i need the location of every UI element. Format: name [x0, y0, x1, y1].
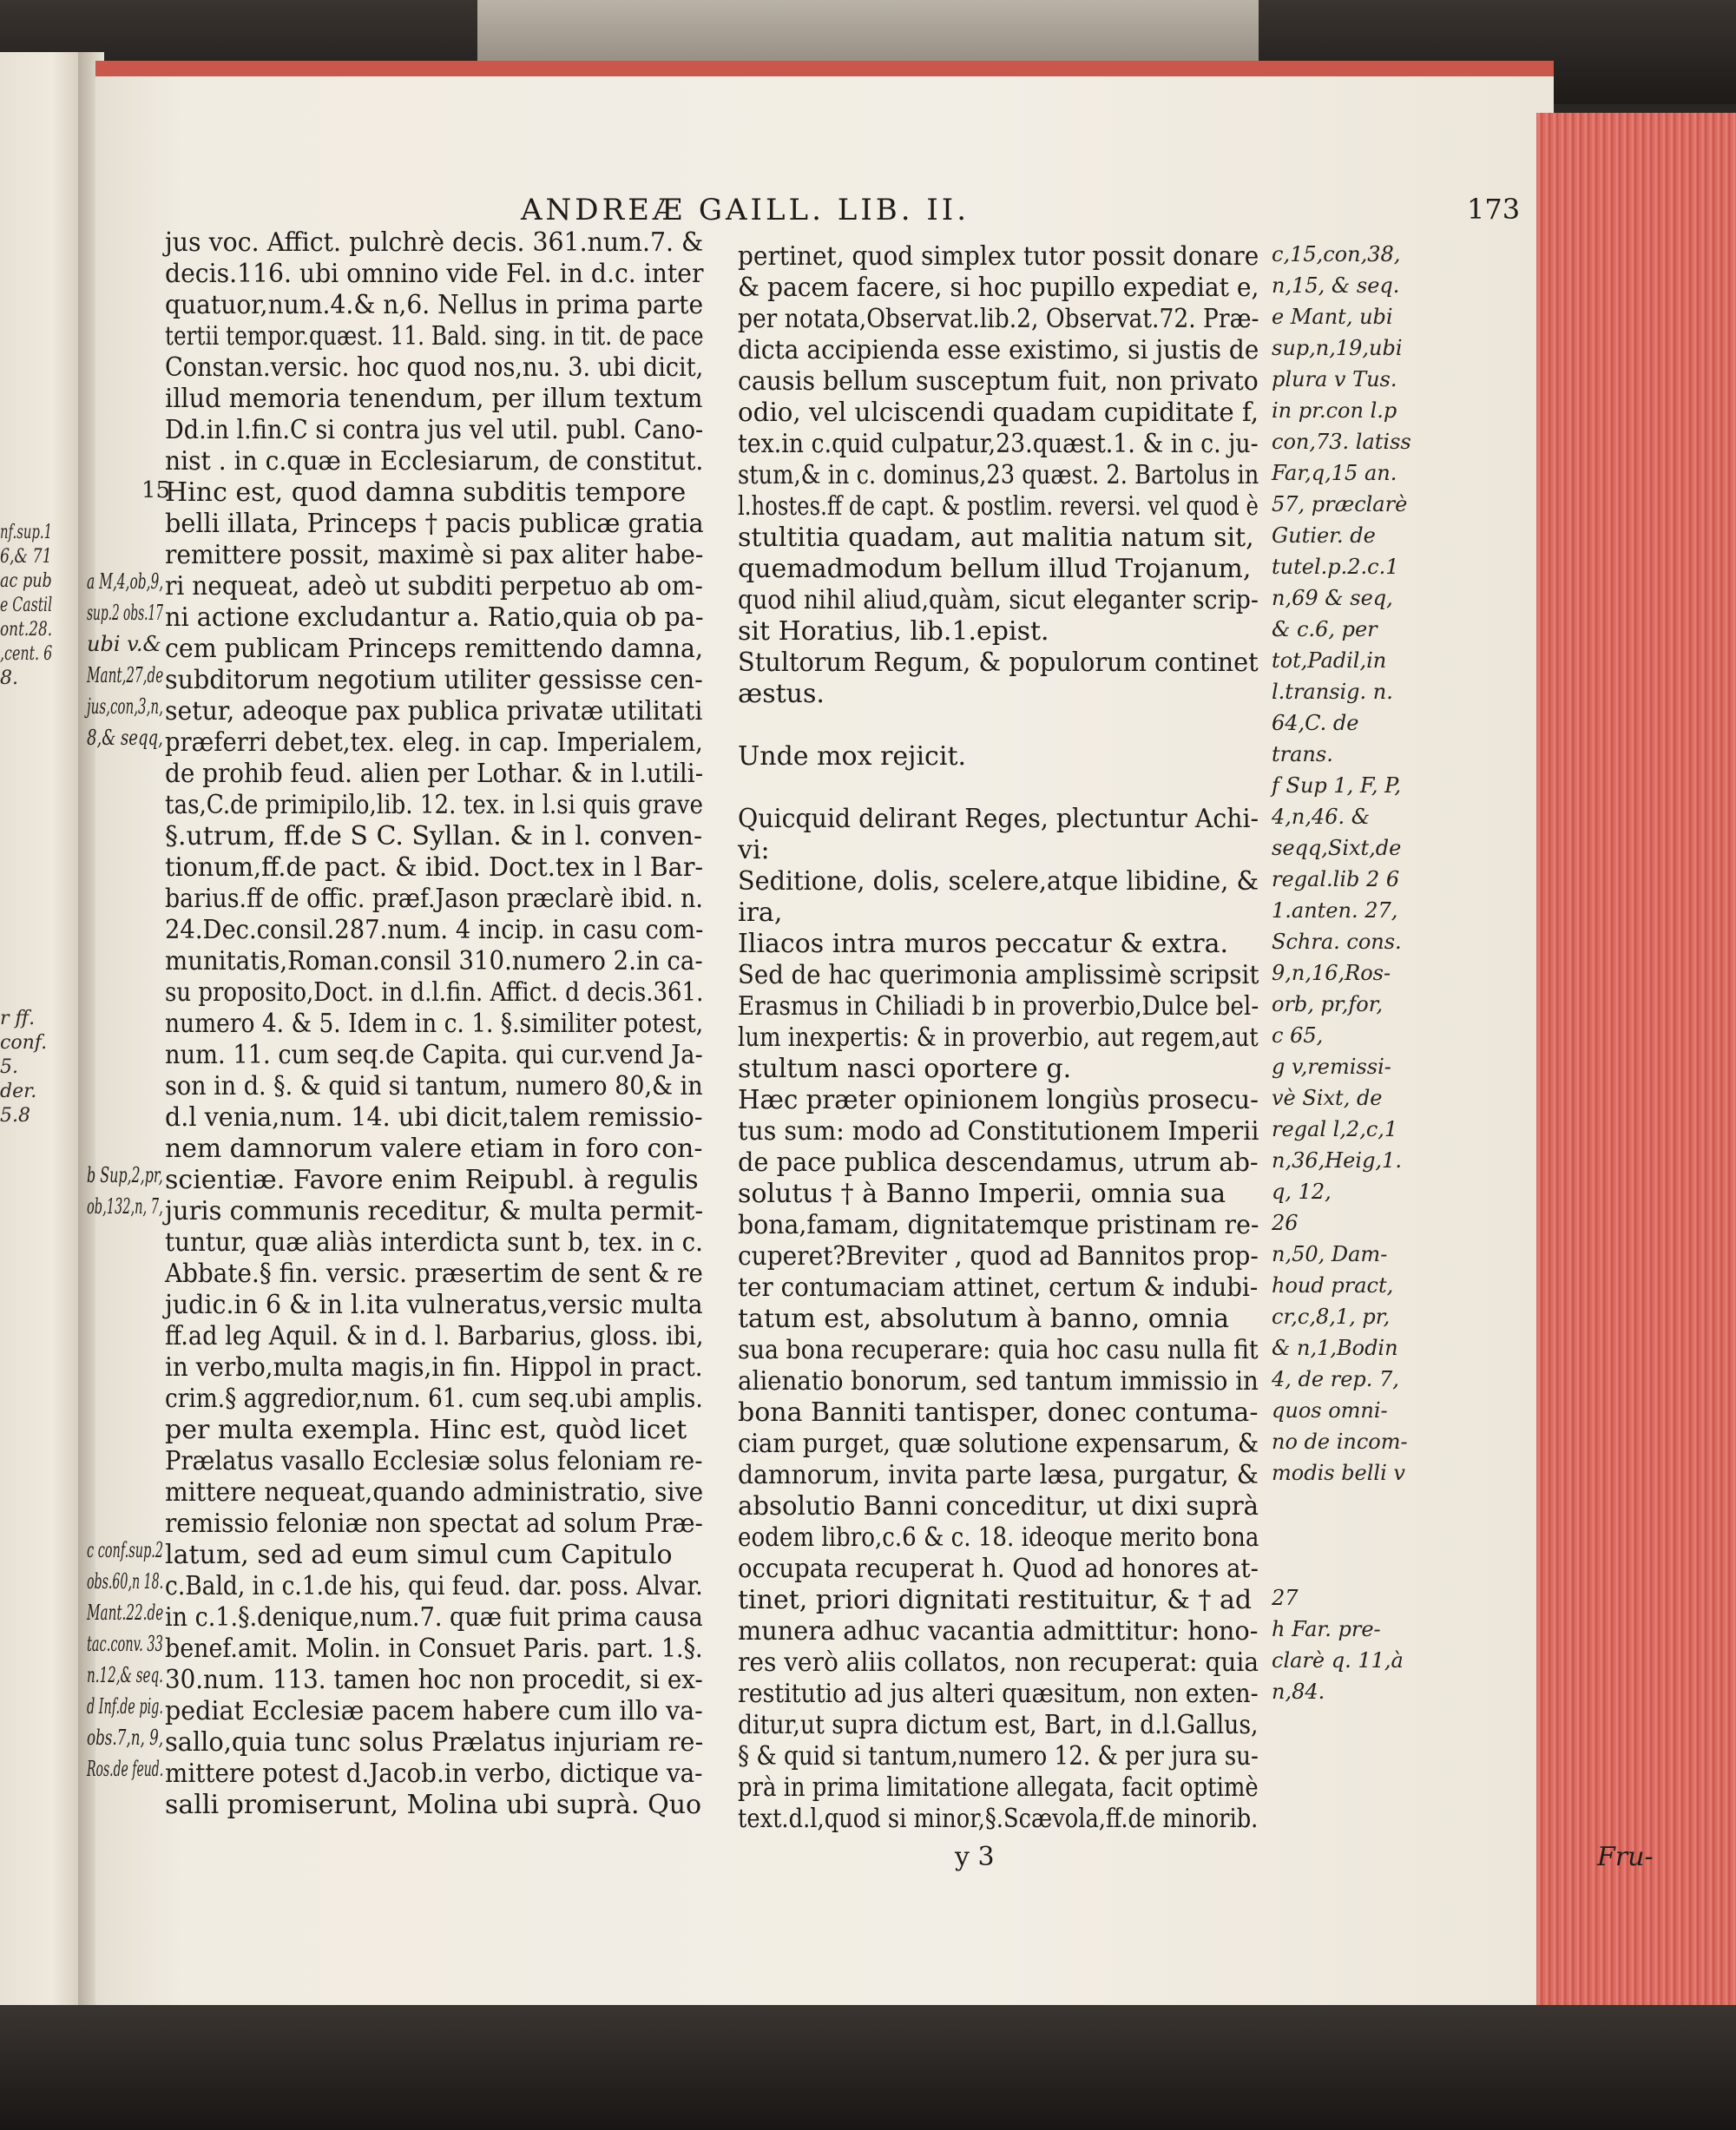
text-line: per multa exempla. Hinc est, quòd licet	[165, 1415, 687, 1445]
margin-note: n.12,& seq.	[87, 1663, 163, 1687]
margin-note: Gutier. de	[1272, 523, 1376, 548]
text-line: per notata,Observat.lib.2, Observat.72. Præ-	[738, 304, 1259, 334]
margin-note: jus,con,3,n,	[87, 694, 163, 719]
text-line: Unde mox rejicit.	[738, 741, 967, 772]
text-line: Hæc præter opinionem longiùs prosecu-	[738, 1085, 1259, 1115]
margin-note: ubi v.&	[87, 632, 161, 656]
text-line: 30.num. 113. tamen hoc non procedit, si ex-	[165, 1665, 703, 1695]
margin-note: Far,q,15 an.	[1272, 461, 1397, 485]
text-line: illud memoria tenendum, per illum textum	[165, 384, 703, 414]
text-line: stum,& in c. dominus,23 quæst. 2. Bartolus in	[738, 460, 1259, 490]
text-line: tinet, priori dignitati restituitur, & † ad	[738, 1585, 1253, 1615]
margin-note: 4,n,46. &	[1272, 805, 1371, 829]
margin-note: sup.2 obs.17	[87, 601, 163, 625]
text-line: pediat Ecclesiæ pacem habere cum illo va-	[165, 1696, 703, 1726]
text-line: occupata recuperat h. Quod ad honores at-	[738, 1554, 1259, 1584]
text-line: nem damnorum valere etiam in foro con-	[165, 1134, 703, 1164]
text-line: tas,C.de primipilo,lib. 12. tex. in l.si quis grave	[165, 790, 703, 820]
text-line: Iliacos intra muros peccatur & extra.	[738, 929, 1228, 959]
margin-note: houd pract,	[1272, 1273, 1394, 1298]
text-line: res verò aliis collatos, non recuperat: quia	[738, 1647, 1259, 1678]
margin-note: 64,C. de	[1272, 711, 1359, 735]
text-line: crim.§ aggredior,num. 61. cum seq.ubi amplis.	[165, 1384, 703, 1414]
text-line: solutus † à Banno Imperii, omnia sua	[738, 1179, 1226, 1209]
text-line: tex.in c.quid culpatur,23.quæst.1. & in c. ju-	[738, 429, 1259, 459]
text-line: restitutio ad jus alteri quæsitum, non exten-	[738, 1679, 1259, 1709]
facing-page-fragment: r ff.	[0, 1008, 36, 1029]
margin-note: seqq,Sixt,de	[1272, 836, 1402, 860]
text-line: causis bellum susceptum fuit, non privato	[738, 366, 1259, 397]
text-line: ni actione excludantur a. Ratio,quia ob pa-	[165, 602, 704, 633]
text-line: Hinc est, quod damna subditis tempore	[165, 477, 687, 508]
text-line: numero 4. & 5. Idem in c. 1. §.similiter potest,	[165, 1009, 704, 1039]
margin-note: obs.60,n 18.	[87, 1569, 164, 1594]
text-line: benef.amit. Molin. in Consuet Paris. part. 1.§.	[165, 1634, 703, 1664]
margin-note: & c.6, per	[1272, 617, 1378, 641]
margin-note: n,84.	[1272, 1680, 1325, 1704]
facing-page-fragment: der.	[0, 1081, 37, 1102]
margin-note: sup,n,19,ubi	[1272, 336, 1403, 360]
margin-note: c 65,	[1272, 1023, 1324, 1048]
text-line: su proposito,Doct. in d.l.fin. Affict. d decis.361.	[165, 977, 704, 1008]
line-number: 15	[141, 477, 171, 503]
text-line: Quicquid delirant Reges, plectuntur Achi-	[738, 804, 1259, 834]
text-line: mittere nequeat,quando administratio, sive	[165, 1477, 704, 1508]
text-line: tus sum: modo ad Constitutionem Imperii	[738, 1116, 1259, 1147]
text-line: ciam purget, quæ solutione expensarum, &	[738, 1429, 1259, 1459]
text-line: barius.ff de offic. præf.Jason præclarè ibid. n.	[165, 884, 703, 914]
text-line: scientiæ. Favore enim Reipubl. à regulis	[165, 1165, 699, 1195]
text-line: c.Bald, in c.1.de his, qui feud. dar. poss. Alvar.	[165, 1571, 703, 1601]
text-line: Seditione, dolis, scelere,atque libidine, &	[738, 866, 1259, 897]
text-line: remissio feloniæ non spectat ad solum Præ-	[165, 1509, 703, 1539]
margin-note: ob,132,n, 7,	[87, 1194, 163, 1219]
margin-note: regal.lib 2 6	[1272, 867, 1400, 891]
facing-page-fragment: conf.	[0, 1032, 48, 1054]
text-line: æstus.	[738, 679, 825, 709]
text-line: d.l venia,num. 14. ubi dicit,talem remissio-	[165, 1102, 703, 1133]
margin-note: tac.conv. 33	[87, 1632, 163, 1656]
text-line: §.utrum, ff.de S C. Syllan. & in l. conven-	[165, 821, 703, 851]
margin-note: q, 12,	[1272, 1180, 1332, 1204]
text-line: dicta accipienda esse existimo, si justis de	[738, 335, 1259, 365]
text-line: ira,	[738, 897, 783, 928]
facing-page-fragment: ac pub	[0, 570, 52, 592]
text-line: stultitia quadam, aut malitia natum sit,	[738, 523, 1254, 553]
text-line: Dd.in l.fin.C si contra jus vel util. publ. Cano-	[165, 415, 704, 445]
text-line: quemadmodum bellum illud Trojanum,	[738, 554, 1252, 584]
text-line: son in d. §. & quid si tantum, numero 80,& in	[165, 1071, 703, 1101]
text-line: præferri debet,tex. eleg. in cap. Imperialem,	[165, 727, 703, 758]
catchword: Fru-	[1597, 1842, 1654, 1872]
text-line: cem publicam Princeps remittendo damna,	[165, 634, 703, 664]
text-line: quatuor,num.4.& n,6. Nellus in prima parte	[165, 290, 704, 320]
text-line: Stultorum Regum, & populorum continet	[738, 648, 1259, 678]
margin-note: no de incom-	[1272, 1430, 1408, 1454]
margin-note: 57, præclarè	[1272, 492, 1408, 516]
text-line: Prælatus vasallo Ecclesiæ solus feloniam re-	[165, 1446, 703, 1476]
text-line: quod nihil aliud,quàm, sicut eleganter scrip-	[738, 585, 1259, 615]
margin-note: clarè q. 11,à	[1272, 1648, 1404, 1673]
margin-note: a M,4,ob,9,	[87, 569, 164, 594]
text-line: absolutio Banni conceditur, ut dixi suprà	[738, 1491, 1259, 1522]
margin-note: tot,Padil,in	[1272, 648, 1387, 673]
margin-note: d Inf.de pig.	[87, 1694, 163, 1719]
margin-note: 1.anten. 27,	[1272, 898, 1398, 923]
text-line: tuntur, quæ aliàs interdicta sunt b, tex. in c.	[165, 1227, 704, 1258]
text-line: Constan.versic. hoc quod nos,nu. 3. ubi dicit,	[165, 352, 704, 383]
margin-note: in pr.con l.p	[1272, 398, 1397, 423]
margin-note: e Mant, ubi	[1272, 305, 1393, 329]
text-line: nist . in c.quæ in Ecclesiarum, de constitut.	[165, 446, 704, 477]
red-page-edges	[1536, 113, 1736, 2014]
margin-note: f Sup 1, F, P,	[1272, 773, 1402, 798]
text-line: pertinet, quod simplex tutor possit donare	[738, 241, 1259, 272]
text-line: § & quid si tantum,numero 12. & per jura su-	[738, 1741, 1259, 1772]
text-line: cuperet?Breviter , quod ad Bannitos prop-	[738, 1241, 1259, 1272]
text-line: ff.ad leg Aquil. & in d. l. Barbarius, gloss. ibi,	[165, 1321, 704, 1351]
margin-note: & n,1,Bodin	[1272, 1336, 1398, 1360]
text-line: 24.Dec.consil.287.num. 4 incip. in casu com-	[165, 915, 704, 945]
margin-note: 26	[1272, 1211, 1299, 1235]
margin-note: tutel.p.2.c.1	[1272, 555, 1399, 579]
margin-note: vè Sixt, de	[1272, 1086, 1383, 1110]
text-line: bona,famam, dignitatemque pristinam re-	[738, 1210, 1259, 1240]
text-line: de pace publica descendamus, utrum ab-	[738, 1147, 1259, 1178]
margin-note: Ros.de feud.	[87, 1757, 164, 1781]
text-line: Abbate.§ fin. versic. præsertim de sent & re	[165, 1259, 703, 1289]
margin-note: c,15,con,38,	[1272, 242, 1401, 266]
text-line: setur, adeoque pax publica privatæ utilitati	[165, 696, 703, 726]
text-line: odio, vel ulciscendi quadam cupiditate f,	[738, 398, 1259, 428]
margin-note: n,36,Heig,1.	[1272, 1148, 1402, 1173]
text-line: munitatis,Roman.consil 310.numero 2.in ca-	[165, 946, 703, 976]
running-head: ANDREÆ GAILL. LIB. II.	[521, 193, 970, 227]
text-line: text.d.l,quod si minor,§.Scævola,ff.de minorib.	[738, 1804, 1259, 1834]
text-line: munera adhuc vacantia admittitur: hono-	[738, 1616, 1259, 1647]
margin-note: Schra. cons.	[1272, 930, 1402, 954]
text-line: juris communis receditur, & multa permit-	[165, 1196, 704, 1226]
margin-note: regal l,2,c,1	[1272, 1117, 1398, 1141]
text-line: bona Banniti tantisper, donec contuma-	[738, 1397, 1259, 1428]
text-line: subditorum negotium utiliter gessisse cen-	[165, 665, 703, 695]
text-line: in c.1.§.denique,num.7. quæ fuit prima causa	[165, 1602, 703, 1633]
margin-note: n,69 & seq,	[1272, 586, 1393, 610]
text-line: jus voc. Affict. pulchrè decis. 361.num.7. &	[165, 227, 704, 258]
text-line: judic.in 6 & in l.ita vulneratus,versic multa	[165, 1290, 703, 1320]
page-number: 173	[1467, 193, 1521, 226]
signature-mark: y 3	[955, 1842, 995, 1872]
margin-note: 8,& seqq,	[87, 726, 163, 750]
margin-note: l.transig. n.	[1272, 680, 1393, 704]
margin-note: modis belli v	[1272, 1461, 1405, 1485]
margin-note: plura v Tus.	[1272, 367, 1397, 391]
text-line: Sed de hac querimonia amplissimè scripsit	[738, 960, 1259, 990]
margin-note: n,15, & seq.	[1272, 273, 1400, 298]
text-line: sua bona recuperare: quia hoc casu nulla fit	[738, 1335, 1259, 1365]
text-line: in verbo,multa magis,in fin. Hippol in pract.	[165, 1352, 703, 1383]
text-line: stultum nasci oportere g.	[738, 1054, 1072, 1084]
margin-note: 4, de rep. 7,	[1272, 1367, 1399, 1391]
text-line: remittere possit, maximè si pax aliter habe-	[165, 540, 704, 570]
margin-note: quos omni-	[1272, 1398, 1388, 1423]
margin-note: h Far. pre-	[1272, 1617, 1381, 1641]
margin-note: trans.	[1272, 742, 1333, 766]
margin-note: Mant,27,de	[87, 663, 164, 687]
margin-note: Mant.22.de	[87, 1601, 164, 1625]
text-line: alienatio bonorum, sed tantum immissio in	[738, 1366, 1259, 1397]
margin-note: g v,remissi-	[1272, 1055, 1391, 1079]
text-line: & pacem facere, si hoc pupillo expediat e,	[738, 273, 1259, 303]
facing-page-fragment: ,cent. 6	[0, 643, 53, 665]
text-line: sit Horatius, lib.1.epist.	[738, 616, 1049, 647]
margin-note: c conf.sup.2	[87, 1538, 164, 1562]
text-line: damnorum, invita parte læsa, purgatur, &	[738, 1460, 1259, 1490]
margin-note: b Sup,2,pr,	[87, 1163, 163, 1187]
text-line: tertii tempor.quæst. 11. Bald. sing. in tit. de pace	[165, 321, 704, 352]
background-bottom	[0, 2005, 1736, 2130]
text-line: de prohib feud. alien per Lothar. & in l.utili-	[165, 759, 704, 789]
text-line: prà in prima limitatione allegata, facit optimè	[738, 1772, 1259, 1803]
text-line: mittere potest d.Jacob.in verbo, dictique va-	[165, 1759, 703, 1789]
margin-note: orb, pr,for,	[1272, 992, 1384, 1016]
text-line: Erasmus in Chiliadi b in proverbio,Dulce bel-	[738, 991, 1259, 1022]
facing-page-fragment: ont.28.	[0, 619, 53, 641]
text-line: l.hostes.ff de capt. & postlim. reversi. vel quod è	[738, 491, 1259, 522]
text-line: belli illata, Princeps † pacis publicæ gratia	[165, 509, 704, 539]
text-line: latum, sed ad eum simul cum Capitulo	[165, 1540, 673, 1570]
facing-page-fragment: e Castil	[0, 595, 53, 616]
margin-note: 9,n,16,Ros-	[1272, 961, 1391, 985]
text-line: tionum,ff.de pact. & ibid. Doct.tex in l Bar-	[165, 852, 704, 883]
margin-note: con,73. latiss	[1272, 430, 1411, 454]
facing-page-fragment: 5.	[0, 1056, 18, 1078]
margin-note: cr,c,8,1, pr,	[1272, 1305, 1391, 1329]
text-line: vi:	[738, 835, 770, 865]
text-line: tatum est, absolutum à banno, omnia	[738, 1304, 1230, 1334]
margin-note: n,50, Dam-	[1272, 1242, 1388, 1266]
text-line: ter contumaciam attinet, certum & indubi-	[738, 1272, 1259, 1303]
text-line: eodem libro,c.6 & c. 18. ideoque merito bona	[738, 1522, 1259, 1553]
text-line: lum inexpertis: & in proverbio, aut regem,aut	[738, 1022, 1259, 1053]
margin-note: 27	[1272, 1586, 1299, 1610]
text-line: num. 11. cum seq.de Capita. qui cur.vend Ja-	[165, 1040, 703, 1070]
text-line: ri nequeat, adeò ut subditi perpetuo ab om-	[165, 571, 703, 602]
margin-note: obs.7,n, 9,	[87, 1726, 164, 1750]
facing-page-fragment: 6,& 71	[0, 546, 52, 568]
text-line: sallo,quia tunc solus Prælatus injuriam re-	[165, 1727, 704, 1758]
text-line: salli promiserunt, Molina ubi suprà. Quo	[165, 1790, 702, 1820]
facing-page-fragment: 5.8	[0, 1105, 30, 1127]
text-line: decis.116. ubi omnino vide Fel. in d.c. inter	[165, 259, 704, 289]
facing-page-fragment: 8.	[0, 667, 18, 689]
facing-page-fragment: nf.sup.1	[0, 522, 53, 543]
text-line: ditur,ut supra dictum est, Bart, in d.l.Gallus,	[738, 1710, 1259, 1740]
